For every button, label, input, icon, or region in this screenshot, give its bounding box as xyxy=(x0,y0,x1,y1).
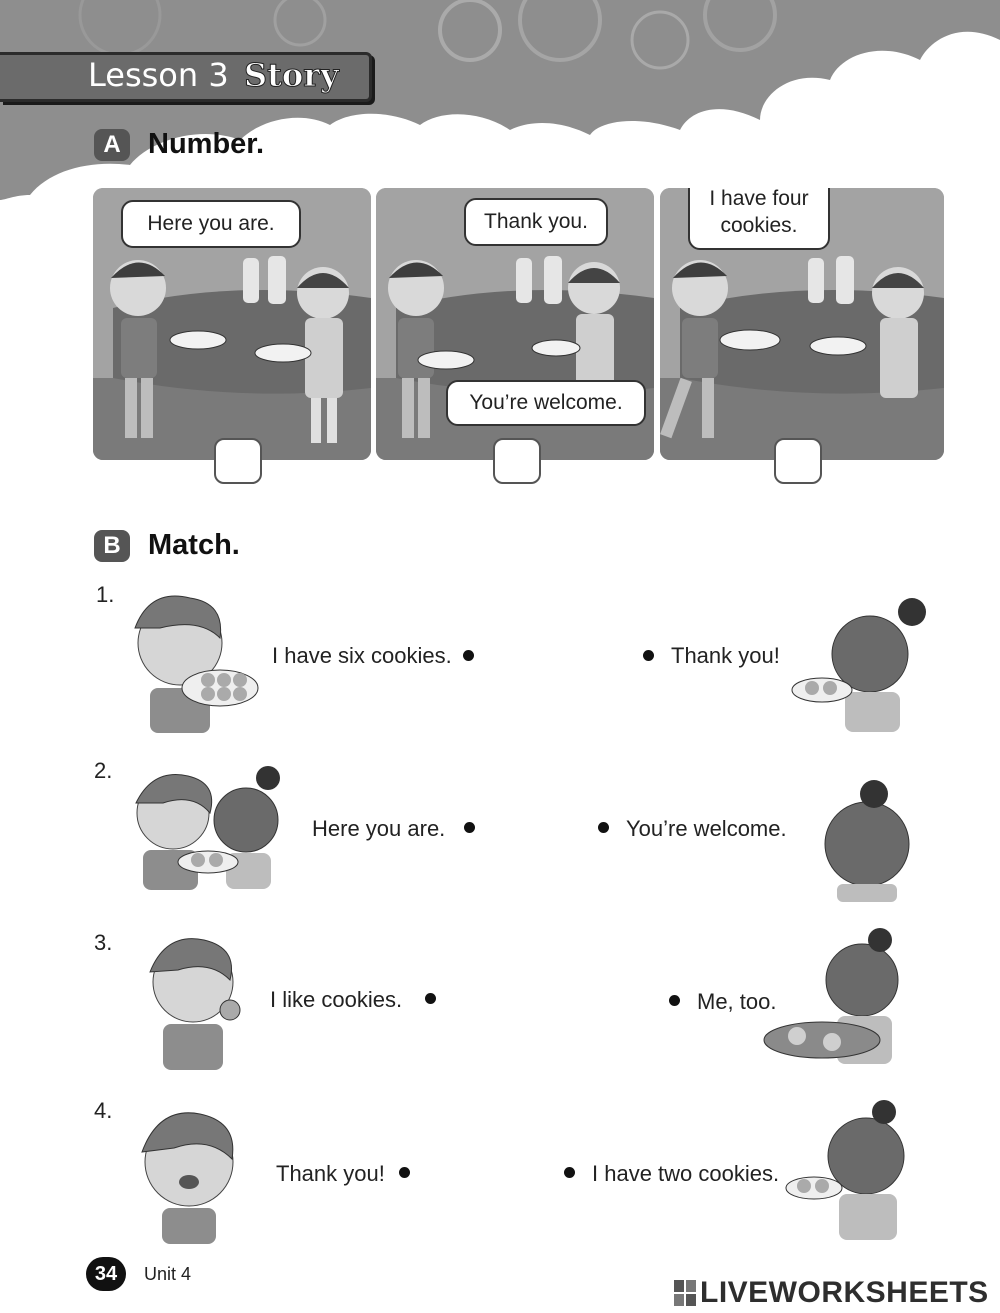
item-4-number: 4. xyxy=(94,1098,113,1123)
item-4-right-match-dot[interactable] xyxy=(564,1167,575,1178)
section-b-badge: B xyxy=(94,530,130,562)
item-4-right-sentence: I have two cookies. xyxy=(592,1161,780,1186)
comic-panel-2 xyxy=(376,188,654,460)
item-2-left-match-dot[interactable] xyxy=(464,822,475,833)
section-a-instruction: Number. xyxy=(148,128,265,160)
item-3-right-match-dot[interactable] xyxy=(669,995,680,1006)
section-a-badge: A xyxy=(94,129,130,161)
brand-name[interactable]: LIVEWORKSHEETS xyxy=(700,1276,989,1309)
boy-eating-cookie-illustration xyxy=(138,930,248,1070)
speech-bubble-four-cookies: I have four cookies. xyxy=(688,188,830,250)
item-4-left-sentence: Thank you! xyxy=(276,1161,385,1186)
item-3-right-sentence: Me, too. xyxy=(697,989,777,1014)
liveworksheets-logo-icon xyxy=(674,1280,696,1306)
speech-bubble-thank-you: Thank you. xyxy=(464,198,608,246)
comic-panel-3 xyxy=(660,188,944,460)
unit-label: Unit 4 xyxy=(144,1264,192,1284)
item-1-number: 1. xyxy=(96,582,115,607)
comic-panel-1 xyxy=(93,188,371,460)
item-1-right-sentence: Thank you! xyxy=(671,643,780,668)
boy-smiling-illustration xyxy=(134,1104,244,1244)
girl-receiving-cookies-illustration xyxy=(790,594,930,734)
item-1-left-sentence: I have six cookies. xyxy=(272,643,452,668)
item-2-number: 2. xyxy=(94,758,113,783)
item-3-number: 3. xyxy=(94,930,113,955)
item-4-left-match-dot[interactable] xyxy=(399,1167,410,1178)
panel-1-number-box[interactable] xyxy=(214,438,262,484)
lesson-title: Story xyxy=(244,56,339,94)
item-3-left-sentence: I like cookies. xyxy=(270,987,403,1012)
item-2-right-match-dot[interactable] xyxy=(598,822,609,833)
speech-bubble-here-you-are: Here you are. xyxy=(121,200,301,248)
item-1-right-match-dot[interactable] xyxy=(643,650,654,661)
panel-3-number-box[interactable] xyxy=(774,438,822,484)
girl-with-two-cookies-illustration xyxy=(784,1098,924,1240)
section-b-instruction: Match. xyxy=(148,529,240,561)
page-number-badge: 34 xyxy=(86,1257,126,1291)
item-1-left-match-dot[interactable] xyxy=(463,650,474,661)
item-3-left-match-dot[interactable] xyxy=(425,993,436,1004)
lesson-label: Lesson 3 xyxy=(88,56,229,94)
boy-holding-six-cookies-illustration xyxy=(120,588,260,733)
boy-giving-cookies-to-girl-illustration xyxy=(128,768,288,893)
item-2-left-sentence: Here you are. xyxy=(312,816,446,841)
speech-bubble-youre-welcome: You’re welcome. xyxy=(446,380,646,426)
item-2-right-sentence: You’re welcome. xyxy=(626,816,787,841)
girl-smiling-illustration xyxy=(812,776,922,902)
panel-2-number-box[interactable] xyxy=(493,438,541,484)
girl-eating-cookie-illustration xyxy=(762,930,922,1065)
